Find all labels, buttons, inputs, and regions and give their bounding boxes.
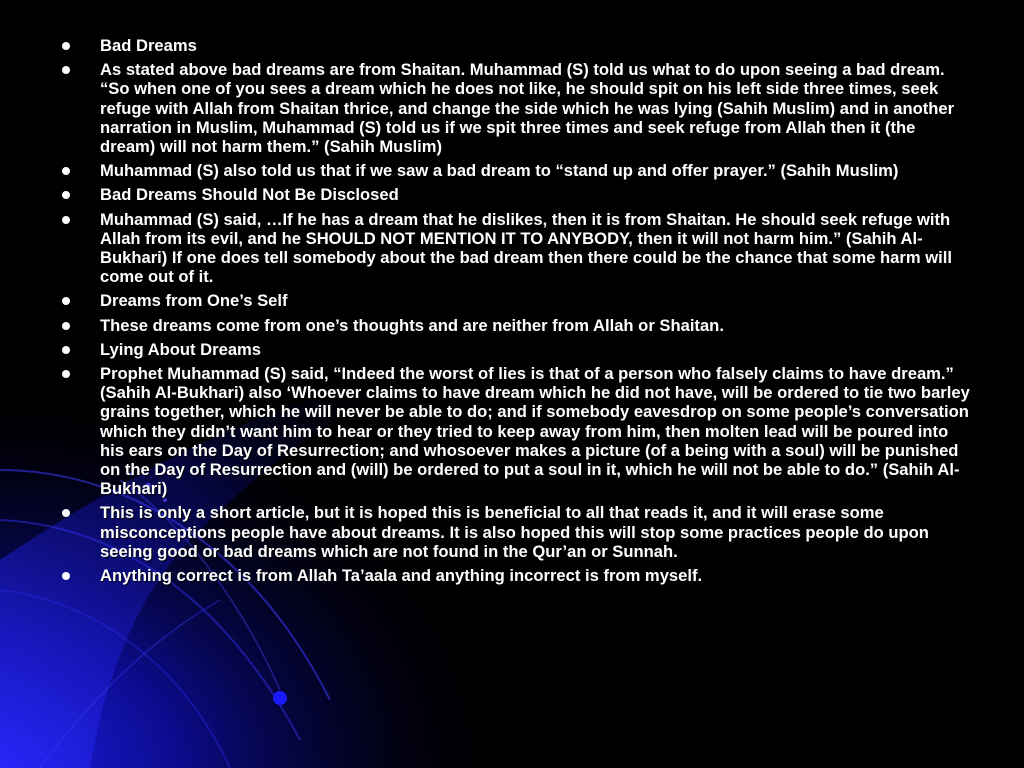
bullet-text: Prophet Muhammad (S) said, “Indeed the worst of lies is that of a person who falsely claims to have dream.” (Sahih Al-Bukhari) also ‘Whoever claims to have dream which he did not have, will be ordered to tie two barley grains together, which he will never be able to do; and if somebody eavesdrop on some people’s conversation which they didn’t want him to hear or they tried to keep away from him, then molten lead will be poured into his ears on the Day of Resurrection; and whosoever makes a picture (of a being with a soul) will be punished on the Day of Resurrection and (will) be ordered to put a soul in it, which he will not be able to do.” (Sahih Al-Bukhari) [100, 364, 970, 499]
bullet-text: Bad Dreams [100, 36, 197, 55]
bullet-text: Dreams from One’s Self [100, 291, 288, 311]
bullet-item [62, 291, 972, 310]
bullet-dot-icon [62, 216, 70, 224]
bullet-dot-icon [62, 167, 70, 175]
bullet-item [62, 36, 972, 55]
bullet-text: Bad Dreams Should Not Be Disclosed [100, 185, 399, 205]
bullet-text: Muhammad (S) said, …If he has a dream that he dislikes, then it is from Shaitan. He should seek refuge with Allah from its evil, and he SHOULD NOT MENTION IT TO ANYBODY, then it will not harm him.” (Sahih Al-Bukhari) If one does tell somebody about the bad dream then there could be the chance that some harm will come out of it. [100, 209, 952, 287]
bullet-text: This is only a short article, but it is hoped this is beneficial to all that reads it, and it will erase some misconceptions people have about dreams. It is also hoped this will stop some practices people do upon seeing good or bad dreams which are not found in the Qur’an or Sunnah. [100, 503, 929, 561]
bullet-text: Muhammad (S) also told us that if we saw a bad dream to “stand up and offer prayer.” (Sahih Muslim) [100, 161, 899, 181]
bullet-dot-icon [62, 42, 70, 50]
background-dot [273, 691, 287, 705]
bullet-item [62, 60, 972, 156]
bullet-dot-icon [62, 509, 70, 517]
bullet-item [62, 503, 972, 561]
bullet-dot-icon [62, 66, 70, 74]
slide-content [62, 36, 972, 590]
bullet-dot-icon [62, 370, 70, 378]
bullet-dot-icon [62, 191, 70, 199]
bullet-dot-icon [62, 346, 70, 354]
bullet-item [62, 185, 972, 204]
bullet-text: Anything correct is from Allah Ta’aala and anything incorrect is from myself. [100, 566, 703, 586]
bullet-text: Lying About Dreams [100, 339, 262, 359]
bullet-item [62, 316, 972, 335]
bullet-item [62, 364, 972, 498]
bullet-dot-icon [62, 572, 70, 580]
bullet-item [62, 566, 972, 585]
bullet-text: These dreams come from one’s thoughts and are neither from Allah or Shaitan. [100, 315, 724, 335]
bullet-dot-icon [62, 322, 70, 330]
bullet-item [62, 161, 972, 180]
bullet-text: As stated above bad dreams are from Shaitan. Muhammad (S) told us what to do upon seeing a bad dream. “So when one of you sees a dream which he does not like, he should spit on his left side three times, seek refuge with Allah from Shaitan thrice, and change the side which he was lying (Sahih Muslim) and in another narration in Muslim, Muhammad (S) told us if we spit three times and seek refuge from Allah then it (the dream) will not harm them.” (Sahih Muslim) [100, 60, 955, 157]
bullet-list [62, 36, 972, 585]
bullet-item [62, 210, 972, 287]
bullet-dot-icon [62, 297, 70, 305]
bullet-item [62, 340, 972, 359]
